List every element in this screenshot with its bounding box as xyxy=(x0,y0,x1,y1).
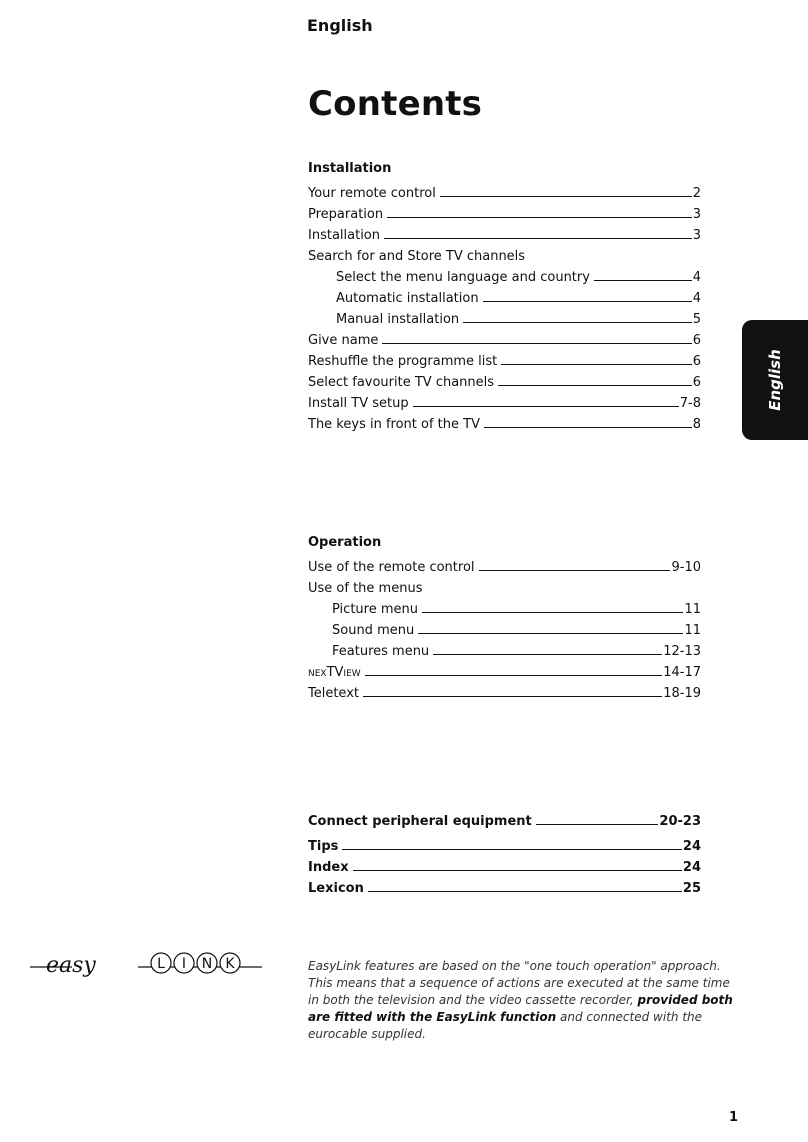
toc-entry[interactable] xyxy=(308,596,701,617)
language-header: English xyxy=(307,16,373,35)
toc-entry[interactable] xyxy=(308,390,701,411)
toc-entry-label: Picture menu xyxy=(332,602,418,617)
operation-toc xyxy=(308,554,701,701)
toc-leader xyxy=(440,195,692,197)
easylink-logo xyxy=(28,946,264,986)
toc-entry-page: 6 xyxy=(692,333,701,348)
toc-entry-label: Select favourite TV channels xyxy=(308,375,495,390)
installation-heading: Installation xyxy=(308,161,392,176)
toc-entry[interactable] xyxy=(308,180,701,201)
toc-entry-label: Search for and Store TV channels xyxy=(308,249,526,264)
toc-entry-page: 2 xyxy=(692,186,701,201)
toc-leader xyxy=(413,405,679,407)
note-text-1: EasyLink features are based on the "one touch operation" approach. This means that a sequence of actions are executed at the same time in both the television and the video cassette recorder, xyxy=(308,959,730,1007)
toc-entry-label: Reshuffle the programme list xyxy=(308,354,498,369)
toc-entry[interactable] xyxy=(308,411,701,432)
toc-entry[interactable] xyxy=(308,554,701,575)
toc-entry-label: nexTView xyxy=(308,665,361,680)
note-text-2: and connected with the eurocable supplied. xyxy=(308,1010,703,1041)
toc-leader xyxy=(529,259,700,260)
toc-entry[interactable] xyxy=(308,617,701,638)
svg-text:L: L xyxy=(157,956,165,972)
page-title: Contents xyxy=(308,84,483,124)
toc-entry xyxy=(308,243,701,264)
toc-entry xyxy=(308,575,701,596)
side-tab-label: English xyxy=(766,349,784,411)
toc-entry[interactable] xyxy=(308,264,701,285)
toc-entry[interactable] xyxy=(308,854,701,875)
toc-entry[interactable] xyxy=(308,285,701,306)
toc-entry-label: Give name xyxy=(308,333,379,348)
toc-entry-page: 14-17 xyxy=(663,665,701,680)
toc-entry-label: Index xyxy=(308,860,349,875)
toc-entry-label: Preparation xyxy=(308,207,384,222)
toc-entry[interactable] xyxy=(308,348,701,369)
logo-letter-l xyxy=(151,953,171,973)
toc-leader xyxy=(368,890,682,892)
other-toc xyxy=(308,808,701,896)
toc-entry[interactable] xyxy=(308,306,701,327)
toc-leader xyxy=(479,569,671,571)
logo-letter-n xyxy=(197,953,217,973)
toc-entry-label: Connect peripheral equipment xyxy=(308,814,532,829)
toc-entry[interactable] xyxy=(308,808,701,829)
toc-entry-page: 4 xyxy=(692,270,701,285)
logo-letter-i xyxy=(174,953,194,973)
toc-entry[interactable] xyxy=(308,638,701,659)
toc-entry-page: 3 xyxy=(692,207,701,222)
toc-entry-label: Lexicon xyxy=(308,881,364,896)
toc-entry-label: Use of the menus xyxy=(308,581,423,596)
toc-leader xyxy=(501,363,691,365)
page-number: 1 xyxy=(729,1110,739,1125)
toc-leader xyxy=(353,869,682,871)
toc-entry-label: Installation xyxy=(308,228,381,243)
toc-entry-label: Features menu xyxy=(332,644,430,659)
toc-leader xyxy=(342,848,682,850)
toc-entry-label: The keys in front of the TV xyxy=(308,417,480,432)
toc-leader xyxy=(484,426,692,428)
toc-leader xyxy=(384,237,692,239)
toc-entry[interactable] xyxy=(308,369,701,390)
toc-entry-label: Install TV setup xyxy=(308,396,409,411)
toc-entry-page: 20-23 xyxy=(659,814,701,829)
installation-toc xyxy=(308,180,701,432)
logo-easy-text: easy xyxy=(46,953,96,978)
note-text-bold: provided both are fitted with the EasyLink function xyxy=(308,993,733,1024)
toc-entry[interactable] xyxy=(308,327,701,348)
toc-entry-label: Your remote control xyxy=(308,186,436,201)
toc-leader xyxy=(463,321,692,323)
toc-entry-page: 11 xyxy=(684,602,701,617)
toc-entry-label: Use of the remote control xyxy=(308,560,475,575)
toc-leader xyxy=(498,384,692,386)
toc-leader xyxy=(382,342,691,344)
toc-entry-label: Tips xyxy=(308,839,339,854)
toc-leader xyxy=(536,823,659,825)
toc-entry-label: Select the menu language and country xyxy=(336,270,590,285)
toc-leader xyxy=(433,653,662,655)
toc-entry-label: Sound menu xyxy=(332,623,415,638)
toc-entry-page: 24 xyxy=(682,860,701,875)
toc-entry-page: 4 xyxy=(692,291,701,306)
svg-text:K: K xyxy=(225,956,235,972)
operation-heading: Operation xyxy=(308,535,382,550)
toc-leader xyxy=(594,279,692,281)
toc-entry-page: 18-19 xyxy=(663,686,701,701)
toc-leader xyxy=(418,632,683,634)
toc-entry-page: 9-10 xyxy=(671,560,701,575)
svg-text:I: I xyxy=(181,956,187,972)
toc-entry-page: 5 xyxy=(692,312,701,327)
toc-entry-label: Teletext xyxy=(308,686,359,701)
toc-entry-page: 7-8 xyxy=(679,396,701,411)
logo-letter-k xyxy=(220,953,240,973)
toc-entry-page: 11 xyxy=(684,623,701,638)
toc-entry[interactable] xyxy=(308,875,701,896)
toc-entry-page: 24 xyxy=(682,839,701,854)
toc-entry[interactable] xyxy=(308,659,701,680)
language-side-tab xyxy=(742,320,808,440)
toc-entry-page: 6 xyxy=(692,375,701,390)
toc-leader xyxy=(365,674,663,676)
toc-entry[interactable] xyxy=(308,201,701,222)
toc-entry-page: 8 xyxy=(692,417,701,432)
toc-entry-page: 3 xyxy=(692,228,701,243)
toc-leader xyxy=(387,216,692,218)
toc-leader xyxy=(426,591,700,592)
toc-leader xyxy=(483,300,692,302)
toc-entry-page: 6 xyxy=(692,354,701,369)
toc-entry-page: 12-13 xyxy=(663,644,701,659)
toc-entry[interactable] xyxy=(308,680,701,701)
toc-entry-page: 25 xyxy=(682,881,701,896)
svg-text:N: N xyxy=(201,956,213,972)
toc-entry-label: Manual installation xyxy=(336,312,460,327)
toc-entry-label: Automatic installation xyxy=(336,291,479,306)
toc-leader xyxy=(422,611,683,613)
toc-leader xyxy=(363,695,662,697)
toc-entry[interactable] xyxy=(308,833,701,854)
toc-entry[interactable] xyxy=(308,222,701,243)
easylink-note xyxy=(308,958,744,1043)
